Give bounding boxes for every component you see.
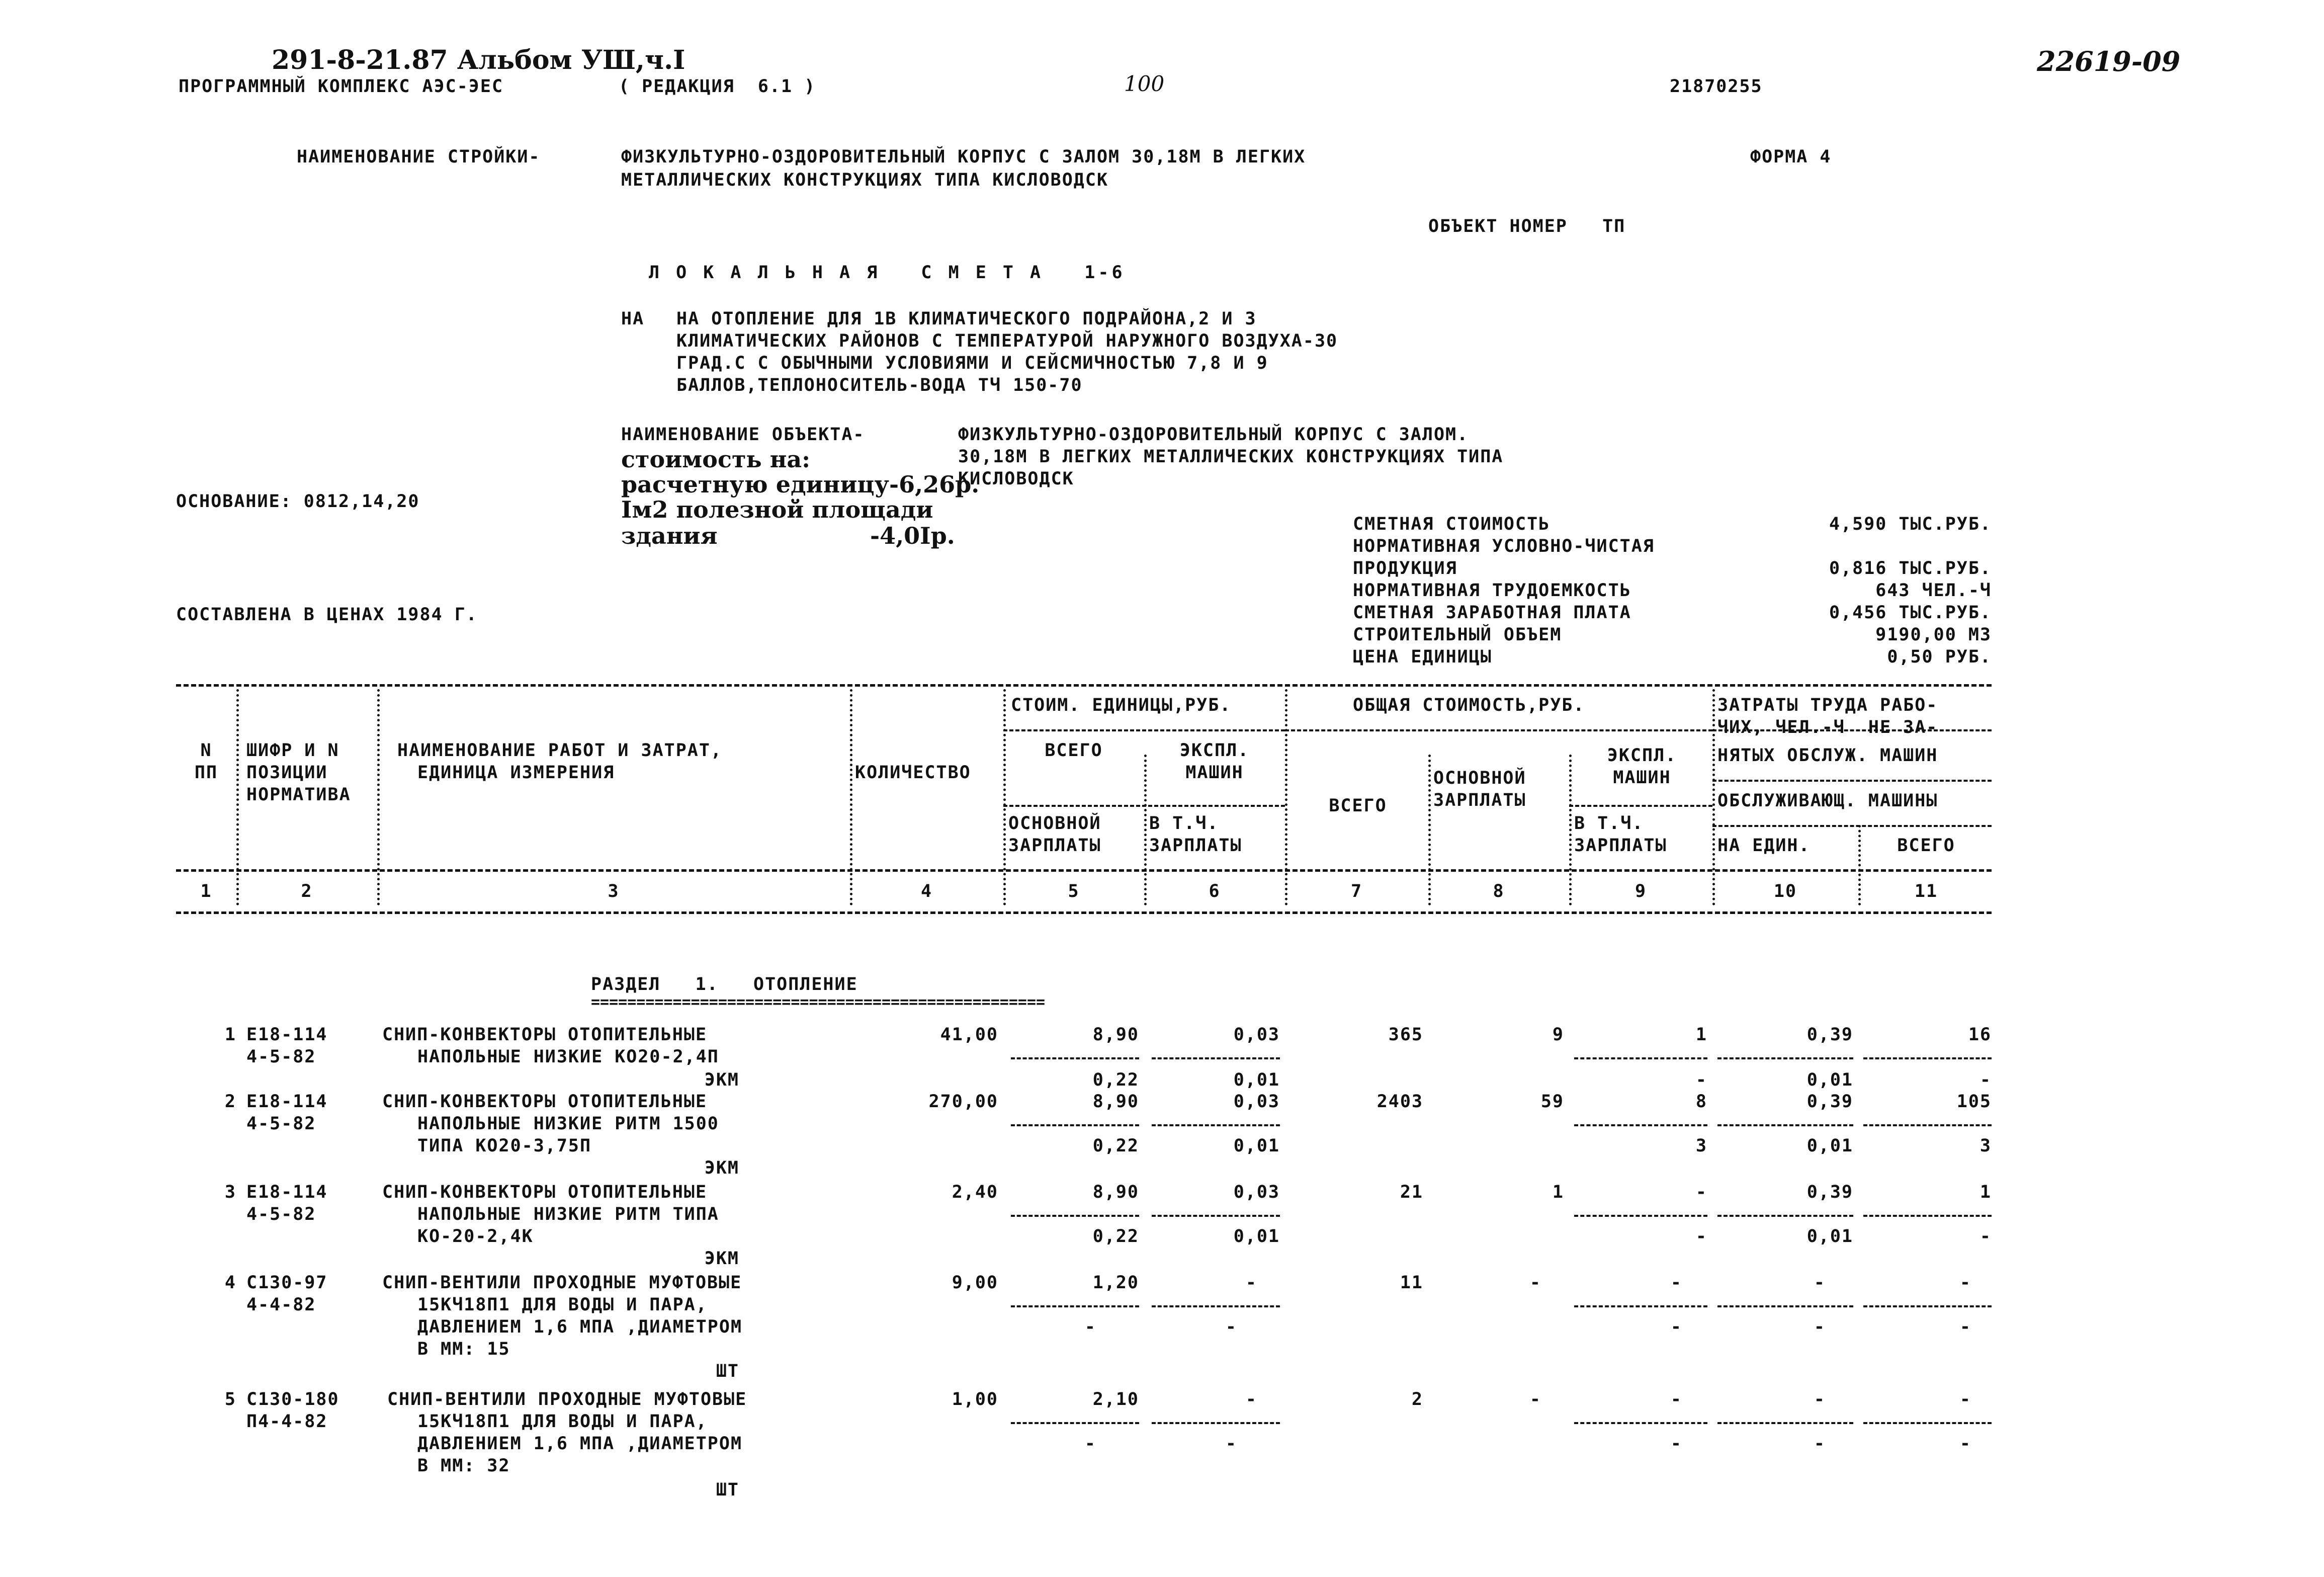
column-separator [236, 689, 239, 905]
row-desc: 15КЧ18П1 ДЛЯ ВОДЫ И ПАРА, [417, 1412, 708, 1432]
row-unit-price: 8,90 [1092, 1025, 1139, 1045]
row-total-mach: - [1670, 1273, 1682, 1293]
row-labor: 0,39 [1806, 1092, 1853, 1112]
col-head-total-incl: ЗАРПЛАТЫ [1574, 836, 1667, 856]
row-labor-total-b: - [1979, 1070, 1992, 1090]
col-head-labor: ЧИХ, ЧЕЛ.-Ч НЕ ЗА- [1717, 717, 1938, 737]
row-unit: ШТ [716, 1480, 739, 1500]
row-rule [1011, 1305, 1139, 1307]
col-head-labor-total: ВСЕГО [1897, 836, 1955, 856]
row-rule [1574, 1215, 1707, 1217]
row-unit-incl: 0,01 [1233, 1136, 1280, 1156]
stamp-line-1: стоимость на: [621, 446, 811, 473]
summary-value: 0,456 ТЫС.РУБ. [1829, 603, 1992, 623]
row-desc: НАПОЛЬНЫЕ НИЗКИЕ РИТМ ТИПА [417, 1204, 719, 1224]
document-code: 21870255 [1670, 76, 1763, 97]
estimate-title: Л О К А Л Ь Н А Я С М Е Т А 1-6 [649, 263, 1126, 283]
col-head-norm: ПОЗИЦИИ [246, 763, 328, 783]
row-total-basic: 59 [1540, 1092, 1564, 1112]
col-number: 3 [608, 881, 620, 901]
row-unit-price: 8,90 [1092, 1182, 1139, 1202]
row-quantity: 9,00 [952, 1273, 998, 1293]
row-code: Е18-114 [246, 1092, 328, 1112]
row-code-2: 4-5-82 [246, 1047, 316, 1067]
col-head-unit-incl: В Т.Ч. [1149, 813, 1219, 834]
estimate-for-line-1: НА ОТОПЛЕНИЕ ДЛЯ 1В КЛИМАТИЧЕСКОГО ПОДРАЙОНА,2 И 3 [676, 309, 1257, 329]
row-rule [1717, 1422, 1853, 1424]
col-head-labor-unit: НА ЕДИН. [1717, 836, 1811, 856]
row-unit-basic: - [1084, 1317, 1096, 1337]
row-rule [1152, 1305, 1280, 1307]
program-name: ПРОГРАММНЫЙ КОМПЛЕКС АЭС-ЭЕС [179, 76, 504, 97]
col-number: 4 [920, 881, 933, 901]
col-head-total-mach: ЭКСПЛ. [1607, 745, 1677, 766]
row-code-2: 4-5-82 [246, 1114, 316, 1134]
row-labor-b: 0,01 [1806, 1070, 1853, 1090]
col-number: 1 [200, 881, 212, 901]
row-rule [1863, 1057, 1992, 1059]
col-head-total-basic: ЗАРПЛАТЫ [1433, 790, 1526, 810]
row-unit-incl: 0,01 [1233, 1226, 1280, 1247]
row-unit: ЭКМ [704, 1158, 739, 1178]
row-unit-mach: 0,03 [1233, 1182, 1280, 1202]
summary-label: ЦЕНА ЕДИНИЦЫ [1353, 647, 1492, 667]
row-rule [1152, 1124, 1280, 1126]
row-number: 5 [224, 1389, 236, 1409]
col-head-norm: ШИФР И N [246, 740, 339, 761]
col-head-total-incl: В Т.Ч. [1574, 813, 1644, 834]
col-number: 2 [301, 881, 313, 901]
col-head-labor-sub: ОБСЛУЖИВАЮЩ. МАШИНЫ [1717, 791, 1938, 811]
col-head-labor: ЗАТРАТЫ ТРУДА РАБО- [1717, 695, 1938, 715]
col-head-labor: НЯТЫХ ОБСЛУЖ. МАШИН [1717, 745, 1938, 766]
col-number: 6 [1209, 881, 1221, 901]
estimate-basis: ОСНОВАНИЕ: 0812,14,20 [176, 491, 420, 512]
row-rule [1574, 1124, 1707, 1126]
row-code-2: 4-4-82 [246, 1295, 316, 1315]
row-rule [1717, 1124, 1853, 1126]
row-unit-basic: - [1084, 1434, 1096, 1454]
row-rule [1863, 1124, 1992, 1126]
row-total-basic: 1 [1552, 1182, 1564, 1202]
object-number: ОБЪЕКТ НОМЕР ТП [1428, 216, 1626, 236]
row-desc: 15КЧ18П1 ДЛЯ ВОДЫ И ПАРА, [417, 1295, 708, 1315]
row-desc: НАПОЛЬНЫЕ НИЗКИЕ КО20-2,4П [417, 1047, 719, 1067]
row-quantity: 1,00 [952, 1389, 998, 1409]
row-labor-b: - [1814, 1434, 1826, 1454]
rule [176, 869, 1992, 872]
stamp-value: -4,0Iр. [870, 522, 955, 549]
row-desc: СНИП-ВЕНТИЛИ ПРОХОДНЫЕ МУФТОВЫЕ [387, 1389, 747, 1409]
col-head-unit-total: ВСЕГО [1045, 740, 1103, 761]
row-unit-basic: 0,22 [1092, 1226, 1139, 1247]
row-rule [1717, 1305, 1853, 1307]
row-number: 4 [224, 1273, 236, 1293]
row-total: 2 [1411, 1389, 1423, 1409]
row-unit: ШТ [716, 1361, 739, 1381]
column-separator [1712, 689, 1715, 905]
col-head-total-mach: МАШИН [1613, 768, 1671, 788]
row-number: 2 [224, 1092, 236, 1112]
row-code: С130-97 [246, 1273, 328, 1293]
row-rule [1574, 1422, 1707, 1424]
summary-label: СМЕТНАЯ ЗАРАБОТНАЯ ПЛАТА [1353, 603, 1631, 623]
row-labor: 0,39 [1806, 1182, 1853, 1202]
row-rule [1717, 1057, 1853, 1059]
col-head-total-all: ВСЕГО [1329, 796, 1387, 816]
row-labor-total-b: - [1959, 1434, 1971, 1454]
row-rule [1152, 1215, 1280, 1217]
estimate-for-line-3: ГРАД.С С ОБЫЧНЫМИ УСЛОВИЯМИ И СЕЙСМИЧНОСТЬЮ 7,8 И 9 [676, 353, 1268, 373]
object-line-3: КИСЛОВОДСК [958, 469, 1074, 489]
row-total-mach: - [1695, 1182, 1707, 1202]
row-desc: СНИП-ВЕНТИЛИ ПРОХОДНЫЕ МУФТОВЫЕ [382, 1273, 742, 1293]
row-rule [1152, 1422, 1280, 1424]
col-head-n: N [200, 740, 212, 761]
row-labor-total-b: 3 [1979, 1136, 1992, 1156]
row-total-mach: 1 [1695, 1025, 1707, 1045]
estimate-for-line-4: БАЛЛОВ,ТЕПЛОНОСИТЕЛЬ-ВОДА ТЧ 150-70 [676, 375, 1083, 395]
stamp-line-3: Iм2 полезной площади [621, 496, 933, 523]
rule [1569, 805, 1712, 807]
section-title: РАЗДЕЛ 1. ОТОПЛЕНИЕ [591, 974, 858, 994]
rule [1003, 805, 1285, 807]
row-rule [1011, 1057, 1139, 1059]
stamp-line-2: расчетную единицу-6,26р. [621, 471, 980, 498]
edition: ( РЕДАКЦИЯ 6.1 ) [619, 76, 816, 97]
row-labor-total-b: - [1979, 1226, 1992, 1247]
row-desc: В ММ: 32 [417, 1456, 510, 1476]
row-labor-b: 0,01 [1806, 1136, 1853, 1156]
row-unit-incl: - [1225, 1434, 1237, 1454]
row-total-incl: - [1695, 1226, 1707, 1247]
row-desc: КО-20-2,4К [417, 1226, 534, 1247]
row-total-incl: - [1695, 1070, 1707, 1090]
page-number: 100 [1124, 71, 1165, 96]
row-rule [1863, 1215, 1992, 1217]
summary-value: 0,816 ТЫС.РУБ. [1829, 558, 1992, 578]
row-rule [1152, 1057, 1280, 1059]
summary-label: СМЕТНАЯ СТОИМОСТЬ [1353, 514, 1551, 534]
summary-label: НОРМАТИВНАЯ УСЛОВНО-ЧИСТАЯ [1353, 536, 1655, 556]
row-unit: ЭКМ [704, 1249, 739, 1269]
row-rule [1011, 1124, 1139, 1126]
row-unit-mach: - [1245, 1273, 1257, 1293]
row-total-incl: - [1670, 1317, 1682, 1337]
row-quantity: 2,40 [952, 1182, 998, 1202]
row-rule [1011, 1422, 1139, 1424]
row-desc: НАПОЛЬНЫЕ НИЗКИЕ РИТМ 1500 [417, 1114, 719, 1134]
summary-label: НОРМАТИВНАЯ ТРУДОЕМКОСТЬ [1353, 580, 1631, 601]
row-total: 365 [1388, 1025, 1423, 1045]
col-head-unit-basic: ОСНОВНОЙ [1008, 813, 1101, 834]
object-label: НАИМЕНОВАНИЕ ОБЪЕКТА- [621, 425, 865, 445]
estimate-for-line-2: КЛИМАТИЧЕСКИХ РАЙОНОВ С ТЕМПЕРАТУРОЙ НАРУЖНОГО ВОЗДУХА-30 [676, 331, 1338, 351]
object-line-2: 30,18М В ЛЕГКИХ МЕТАЛЛИЧЕСКИХ КОНСТРУКЦИЯХ ТИПА [958, 447, 1504, 467]
col-number: 5 [1068, 881, 1080, 901]
form-number: ФОРМА 4 [1750, 147, 1832, 167]
project-line-1: ФИЗКУЛЬТУРНО-ОЗДОРОВИТЕЛЬНЫЙ КОРПУС С ЗАЛОМ 30,18М В ЛЕГКИХ [621, 147, 1306, 167]
rule [1712, 780, 1992, 782]
stamp-line-4: здания [621, 522, 718, 549]
row-rule [1574, 1305, 1707, 1307]
summary-value: 643 ЧЕЛ.-Ч [1875, 580, 1992, 601]
section-underline: ================================================== [591, 993, 1046, 1011]
summary-label: ПРОДУКЦИЯ [1353, 558, 1457, 578]
col-number: 8 [1493, 881, 1505, 901]
estimate-prices: СОСТАВЛЕНА В ЦЕНАХ 1984 Г. [176, 605, 478, 625]
row-quantity: 41,00 [940, 1025, 998, 1045]
row-code-2: П4-4-82 [246, 1412, 328, 1432]
column-separator [850, 689, 852, 905]
row-rule [1863, 1422, 1992, 1424]
estimate-for-label: НА [621, 309, 645, 329]
row-code-2: 4-5-82 [246, 1204, 316, 1224]
album-reference: 291-8-21.87 Альбом УШ,ч.I [272, 45, 685, 75]
row-total: 21 [1400, 1182, 1423, 1202]
col-head-total-basic: ОСНОВНОЙ [1433, 768, 1526, 788]
rule [1285, 729, 1712, 731]
row-number: 3 [224, 1182, 236, 1202]
row-quantity: 270,00 [928, 1092, 998, 1112]
col-head-norm: НОРМАТИВА [246, 785, 351, 805]
row-unit-price: 2,10 [1092, 1389, 1139, 1409]
summary-label: СТРОИТЕЛЬНЫЙ ОБЪЕМ [1353, 625, 1562, 645]
summary-value: 4,590 ТЫС.РУБ. [1829, 514, 1992, 534]
row-code: Е18-114 [246, 1025, 328, 1045]
row-total-mach: 8 [1695, 1092, 1707, 1112]
col-number: 11 [1914, 881, 1938, 901]
row-desc: В ММ: 15 [417, 1339, 510, 1359]
row-total-basic: - [1529, 1389, 1541, 1409]
row-unit-basic: 0,22 [1092, 1136, 1139, 1156]
col-head-unit-cost: СТОИМ. ЕДИНИЦЫ,РУБ. [1011, 695, 1232, 715]
row-unit-mach: 0,03 [1233, 1092, 1280, 1112]
row-desc: СНИП-КОНВЕКТОРЫ ОТОПИТЕЛЬНЫЕ [382, 1025, 708, 1045]
rule [1712, 825, 1992, 827]
col-head-unit-mach: МАШИН [1185, 763, 1244, 783]
row-total: 11 [1400, 1273, 1423, 1293]
row-labor: 0,39 [1806, 1025, 1853, 1045]
row-rule [1863, 1305, 1992, 1307]
row-total-incl: 3 [1695, 1136, 1707, 1156]
handwritten-reference: 22619-09 [2037, 45, 2181, 77]
col-number: 7 [1350, 881, 1363, 901]
column-separator [377, 689, 380, 905]
row-labor-total-b: - [1959, 1317, 1971, 1337]
row-labor-total: - [1959, 1389, 1971, 1409]
row-unit-basic: 0,22 [1092, 1070, 1139, 1090]
row-labor-b: 0,01 [1806, 1226, 1853, 1247]
row-rule [1574, 1057, 1707, 1059]
row-unit-incl: - [1225, 1317, 1237, 1337]
row-labor-b: - [1814, 1317, 1826, 1337]
row-number: 1 [224, 1025, 236, 1045]
row-rule [1011, 1215, 1139, 1217]
col-number: 9 [1634, 881, 1647, 901]
row-total: 2403 [1376, 1092, 1423, 1112]
col-head-quantity: КОЛИЧЕСТВО [855, 763, 971, 783]
row-unit-incl: 0,01 [1233, 1070, 1280, 1090]
column-separator [1003, 689, 1006, 905]
col-head-unit-incl: ЗАРПЛАТЫ [1149, 836, 1242, 856]
col-head-name: НАИМЕНОВАНИЕ РАБОТ И ЗАТРАТ, [397, 740, 723, 761]
row-unit-price: 1,20 [1092, 1273, 1139, 1293]
row-labor-total: - [1959, 1273, 1971, 1293]
col-number: 10 [1773, 881, 1797, 901]
rule [176, 684, 1992, 687]
object-line-1: ФИЗКУЛЬТУРНО-ОЗДОРОВИТЕЛЬНЫЙ КОРПУС С ЗАЛОМ. [958, 425, 1469, 445]
rule [1003, 729, 1285, 731]
row-code: Е18-114 [246, 1182, 328, 1202]
row-desc: СНИП-КОНВЕКТОРЫ ОТОПИТЕЛЬНЫЕ [382, 1182, 708, 1202]
row-desc: ТИПА КО20-3,75П [417, 1136, 592, 1156]
rule [176, 911, 1992, 914]
row-total-basic: - [1529, 1273, 1541, 1293]
col-head-pp: ПП [194, 763, 218, 783]
row-desc: СНИП-КОНВЕКТОРЫ ОТОПИТЕЛЬНЫЕ [382, 1092, 708, 1112]
row-labor-total: 16 [1968, 1025, 1992, 1045]
col-head-unit-basic: ЗАРПЛАТЫ [1008, 836, 1101, 856]
row-labor: - [1814, 1389, 1826, 1409]
col-head-total-cost: ОБЩАЯ СТОИМОСТЬ,РУБ. [1353, 695, 1585, 715]
row-labor-total: 105 [1956, 1092, 1992, 1112]
row-total-basic: 9 [1552, 1025, 1564, 1045]
summary-value: 0,50 РУБ. [1887, 647, 1992, 667]
row-unit-mach: 0,03 [1233, 1025, 1280, 1045]
row-desc: ДАВЛЕНИЕМ 1,6 МПА ,ДИАМЕТРОМ [417, 1317, 743, 1337]
row-desc: ДАВЛЕНИЕМ 1,6 МПА ,ДИАМЕТРОМ [417, 1434, 743, 1454]
row-total-incl: - [1670, 1434, 1682, 1454]
col-head-unit-mach: ЭКСПЛ. [1179, 740, 1250, 761]
row-rule [1717, 1215, 1853, 1217]
row-total-mach: - [1670, 1389, 1682, 1409]
row-code: С130-180 [246, 1389, 339, 1409]
row-labor-total: 1 [1979, 1182, 1992, 1202]
row-unit: ЭКМ [704, 1070, 739, 1090]
project-label: НАИМЕНОВАНИЕ СТРОЙКИ- [297, 147, 541, 167]
col-head-unit: ЕДИНИЦА ИЗМЕРЕНИЯ [417, 763, 615, 783]
summary-value: 9190,00 М3 [1875, 625, 1992, 645]
row-labor: - [1814, 1273, 1826, 1293]
row-unit-mach: - [1245, 1389, 1257, 1409]
row-unit-price: 8,90 [1092, 1092, 1139, 1112]
project-line-2: МЕТАЛЛИЧЕСКИХ КОНСТРУКЦИЯХ ТИПА КИСЛОВОДСК [621, 170, 1109, 190]
